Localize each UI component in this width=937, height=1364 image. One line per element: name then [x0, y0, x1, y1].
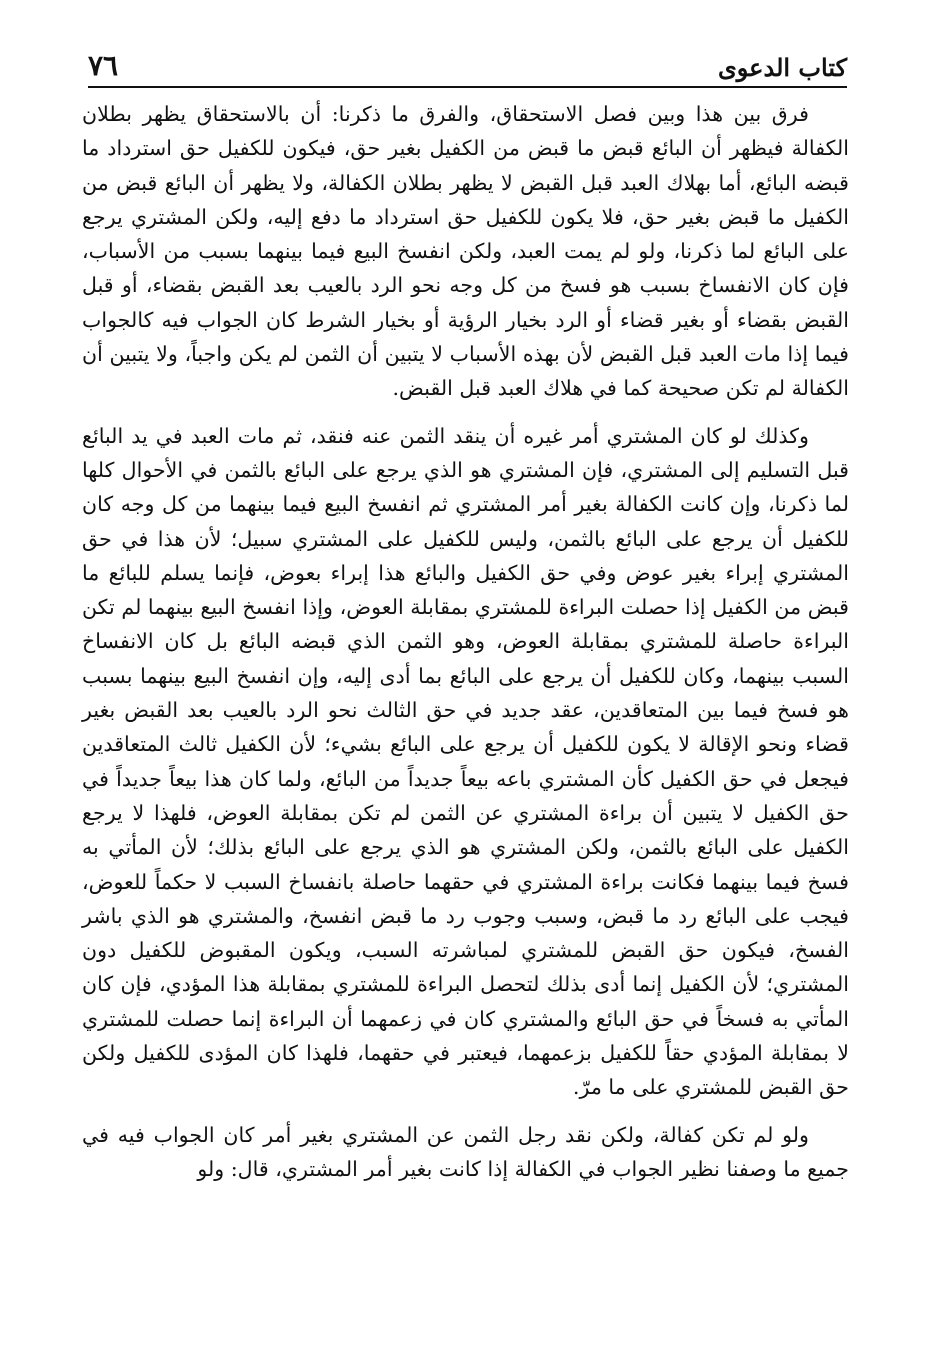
paragraph-3: ولو لم تكن كفالة، ولكن نقد رجل الثمن عن المشتري بغير أمر كان الجواب فيه في جميع ما وصفنا نظير الجواب في الكفالة إذا كانت بغير أمر المشتري، قال: ولو: [82, 1122, 849, 1181]
running-header: [88, 30, 847, 88]
body-text: [82, 97, 849, 1186]
paragraph-2: وكذلك لو كان المشتري أمر غيره أن ينقد الثمن عنه فنقد، ثم مات العبد في يد البائع قبل التسليم إلى المشتري، فإن المشتري هو الذي يرجع على البائع بالثمن في الأحوال كلها لما ذكرنا، وإن كانت الكفالة بغير أمر المشتري ثم انفسخ البيع فيما بينهما من كل وجه كان للكفيل أن يرجع على البائع بالثمن، وليس للكفيل على المشتري سبيل؛ لأن هذا في حق المشتري إبراء بغير عوض وفي حق الكفيل والبائع هذا إبراء بعوض، فإنما يسلم للبائع ما قبض من الكفيل إذا حصلت البراءة للمشتري بمقابلة العوض، وإذا انفسخ البيع بينهما لم تكن البراءة حاصلة للمشتري بمقابلة العوض، وهو الثمن الذي قبضه البائع بل كان الانفساخ السبب بينهما، وكان للكفيل أن يرجع على البائع بما أدى إليه، وإن انفسخ البيع بينهما بسبب هو فسخ فيما بين المتعاقدين، عقد جديد في حق الثالث نحو الرد بالعيب بعد القبض بغير قضاء ونحو الإقالة لا يكون للكفيل أن يرجع على البائع بشيء؛ لأن الكفيل ثالث المتعاقدين فيجعل في حق الكفيل كأن المشتري باعه بيعاً جديداً من البائع، ولما كان هذا بيعاً جديداً في حق الكفيل لا يتبين أن براءة المشتري عن الثمن لم تكن بمقابلة العوض، فلهذا لا يرجع الكفيل على البائع بالثمن، ولكن المشتري هو الذي يرجع على البائع بذلك؛ لأن المأتي به فسخ فيما بينهما فكانت براءة المشتري في حقهما حاصلة بانفساخ السبب لا حكماً للعوض، فيجب على البائع رد ما قبض، وسبب وجوب رد ما قبض انفسخ، والمشتري هو الذي باشر الفسخ، فيكون حق القبض للمشتري لمباشرته السبب، ويكون المقبوض للكفيل دون المشتري؛ لأن الكفيل إنما أدى بذلك لتحصل البراءة للمشتري بمقابلة هذا المؤدي، فإن كان المأتي به فسخاً في حق البائع والمشتري كان في زعمهما أن البراءة إنما حصلت للمشتري لا بمقابلة المؤدي حقاً للكفيل بزعمهما، فيعتبر في حقهما، فلهذا كان المؤدى للكفيل ولكن حق القبض للمشتري على ما مرّ.: [82, 423, 849, 1100]
paragraph-1: فرق بين هذا وبين فصل الاستحقاق، والفرق ما ذكرنا: أن بالاستحقاق يظهر بطلان الكفالة فيظهر أن البائع قبض ما قبض من الكفيل بغير حق، فيكون للكفيل حق استرداد ما قبضه البائع، أما بهلاك العبد قبل القبض لا يظهر بطلان الكفالة، ولا يظهر أن البائع قبض من الكفيل ما قبض بغير حق، فلا يكون للكفيل حق استرداد ما دفع إليه، ولكن المشتري يرجع على البائع لما ذكرنا، ولو لم يمت العبد، ولكن انفسخ البيع فيما بينهما بسبب من الأسباب، فإن كان الانفساخ بسبب هو فسخ من كل وجه نحو الرد بالعيب بعد القبض بقضاء، أو قبل القبض بقضاء أو بغير قضاء أو الرد بخيار الرؤية أو بخيار الشرط كان الجواب فيه كالجواب فيما إذا مات العبد قبل القبض لأن بهذه الأسباب لا يتبين أن الثمن لم يكن واجباً، ولا يتبين أن الكفالة لم تكن صحيحة كما في هلاك العبد قبل القبض.: [82, 102, 849, 401]
book-title: كتاب الدعوى: [717, 53, 847, 82]
page-number: ٧٦: [88, 49, 119, 82]
